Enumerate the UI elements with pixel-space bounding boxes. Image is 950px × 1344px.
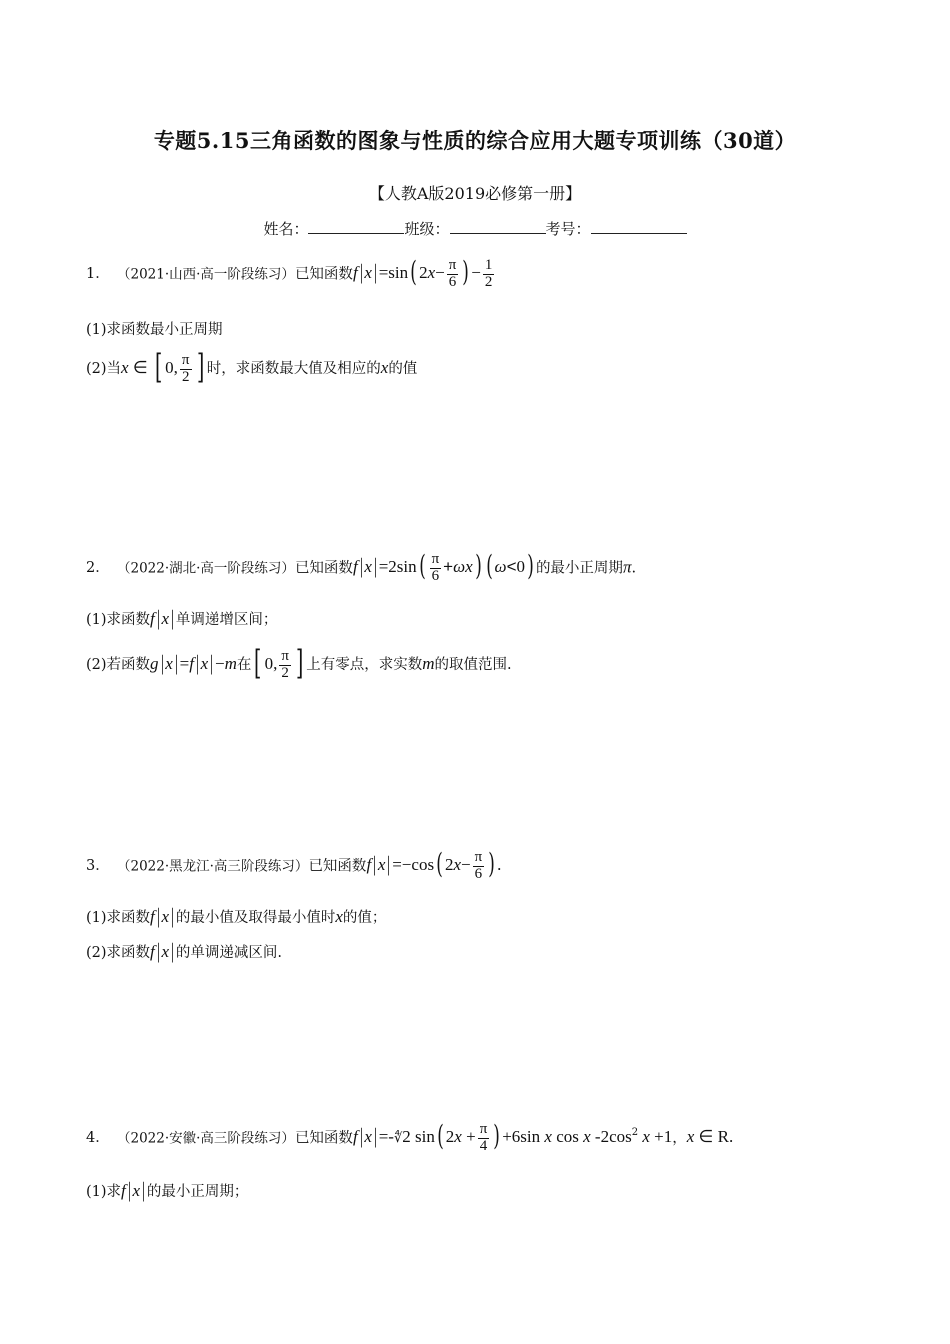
domain-separator: ， — [672, 1130, 687, 1147]
question-source: （2022·黑龙江·高三阶段练习） — [123, 858, 309, 875]
part-prefix: (1)求函数 — [86, 612, 151, 628]
student-info-line — [0, 218, 950, 239]
part-suffix: 上有零点，求实数 — [306, 657, 423, 673]
part-prefix: (1)求 — [86, 1184, 122, 1200]
part-suffix: 单调递增区间； — [175, 612, 278, 628]
question-2-part-2 — [86, 643, 512, 683]
id-label: 考号： — [545, 220, 591, 238]
id-blank[interactable] — [591, 219, 687, 234]
question-source: （2021·山西·高一阶段练习） — [123, 266, 295, 283]
question-2-part-1: (1)求函数f|x| 单调递增区间； — [86, 606, 278, 630]
variable: m — [422, 654, 435, 673]
part-prefix: (2)若函数 — [86, 657, 151, 673]
name-label: 姓名： — [263, 220, 309, 238]
question-3 — [86, 847, 502, 883]
part-suffix: 的值 — [388, 361, 418, 377]
question-number: 1． — [86, 266, 110, 283]
question-stem: 已知函数 — [294, 266, 353, 283]
variable: x — [335, 907, 343, 926]
question-number: 2． — [86, 560, 110, 577]
question-3-part-2: (2)求函数f|x| 的单调递减区间. — [86, 939, 282, 963]
formula: f|x|=sin( 2x− $\frac{\pi}{6}$ ) − $\frac{1}{2}$ — [352, 255, 493, 290]
question-number: 4． — [86, 1130, 110, 1147]
part-prefix: (2)求函数 — [86, 945, 151, 961]
interval-formula: [ 0, $\frac{\pi}{2}$ ] — [254, 643, 304, 683]
class-label: 班级： — [404, 220, 450, 238]
domain-formula: x ∈ R. — [686, 1127, 734, 1147]
formula: f|x|=-∜2 sin( 2x + $\frac{\pi}{4}$ ) +6sin x cos x $-2\cos^2$ x +1 — [352, 1119, 673, 1154]
question-tail: 的最小正周期 — [535, 560, 623, 577]
question-source: （2022·安徽·高三阶段练习） — [123, 1130, 295, 1147]
question-stem: 已知函数 — [308, 858, 367, 875]
part-middle: 的最小值及取得最小值时 — [175, 910, 336, 926]
part-middle: 时，求函数最大值及相应的 — [206, 361, 381, 377]
formula: f|x|=−cos( 2x− $\frac{\pi}{6}$ ) . — [366, 847, 502, 882]
formula: f|x|=2sin( $\frac{\pi}{6}$ +ωx) ( ω<0) — [352, 549, 534, 584]
question-4-part-1: (1)求f|x| 的最小正周期； — [86, 1178, 249, 1202]
part-end: 的取值范围. — [434, 657, 512, 673]
formula: x ∈ [ 0, $\frac{\pi}{2}$ ] — [121, 347, 204, 387]
question-stem: 已知函数 — [294, 1130, 353, 1147]
part-suffix: 的单调递减区间. — [175, 945, 282, 961]
question-source: （2022·湖北·高一阶段练习） — [123, 560, 295, 577]
question-1 — [86, 255, 496, 291]
part-prefix: (1)求函数 — [86, 910, 151, 926]
part-suffix: 的最小正周期； — [146, 1184, 249, 1200]
formula: g|x|=f|x|−m — [150, 651, 237, 675]
question-1-part-2 — [86, 347, 418, 387]
name-blank[interactable] — [308, 219, 404, 234]
class-blank[interactable] — [450, 219, 546, 234]
part-middle: 在 — [236, 657, 252, 673]
part-prefix: (2)当 — [86, 361, 122, 377]
question-4 — [86, 1119, 734, 1155]
document-title: 专题5.15三角函数的图象与性质的综合应用大题专项训练（30道） — [153, 128, 797, 153]
question-1-part-1: (1)求函数最小正周期 — [86, 322, 223, 338]
variable: x — [380, 358, 389, 377]
question-3-part-1: (1)求函数f|x| 的最小值及取得最小值时x的值； — [86, 904, 387, 928]
question-2: 2． （2022·湖北·高一阶段练习）已知函数f|x|=2sin( $\frac{\pi}{6}$ +ωx) ( ω<0) 的最小正周期π. — [86, 549, 637, 584]
question-stem: 已知函数 — [294, 560, 353, 577]
question-number: 3． — [86, 858, 110, 875]
part-suffix: 的值； — [342, 910, 387, 926]
document-subtitle: 【人教A版2019必修第一册】 — [368, 184, 582, 203]
